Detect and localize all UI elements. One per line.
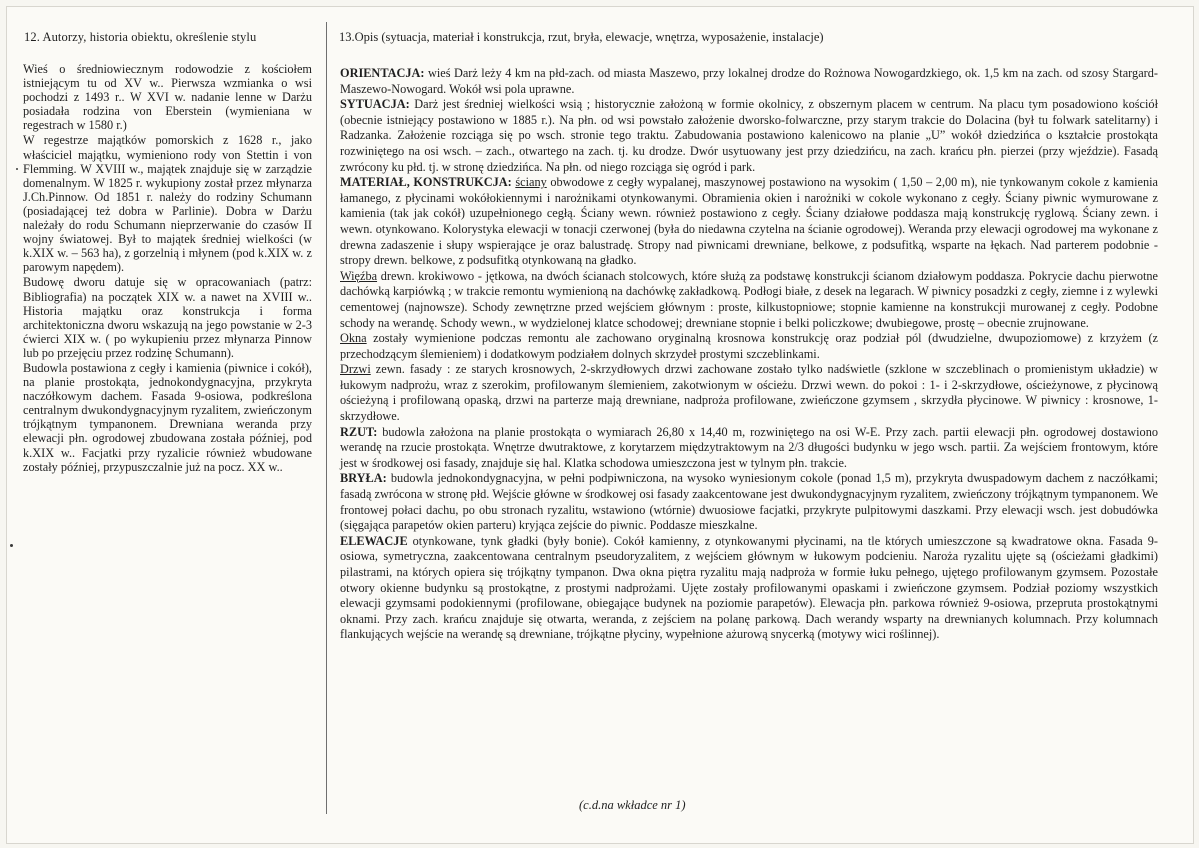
history-paragraph: Budowla postawiona z cegły i kamienia (piwnice i cokół), na planie prostokąta, jednokondygnacyjna, przykryta naczółkowym dachem. Fasada 9-osiowa, podkreślona centralnym dwukondygnacyjnym ryzalitem, zwieńczonym trójkątnym tympanonem. Drewniana weranda przy elewacji płn. ogrodowej zbudowana została później, pod k.XIX w.. Facjatki przy ryzalicie również wbudowane zostały później, przypuszczalnie już na pocz. XX w.. [23,360,312,474]
history-column [23,62,312,474]
history-paragraph: W regestrze majątków pomorskich z 1628 r., jako właściciel majątku, wymieniono rody von Stettin i von Flemming. W XVIII w., majątek znajduje się w zarządzie domenalnym. W 1825 r. wykupiony został przez młynarza J.Ch.Pinnow. Od 1851 r. należy do rodziny Schumann (posiadającej też dobra w Parlinie). Dobra w Darżu należały do rodu Schumann nieprzerwanie do czasów II wojny światowej. Był to majątek średniej wielkości (w k.XIX w. – 563 ha), z gorzelnią i młynem (pod k.XIX w. z parowym napędem). [23,133,312,275]
section-text: zostały wymienione podczas remontu ale zachowano oryginalną krosnowa konstrukcję oraz podział pól (dwudzielne, dwupoziomowe) z krzyżem (z przechodzącym ślemieniem) i dodatkowym podziałem dolnych skrzydeł prostymi szczeblinkami. [340,331,1158,361]
scan-speck [10,544,13,547]
section-text: wieś Darż leży 4 km na płd-zach. od miasta Maszewo, przy lokalnej drodze do Rożnowa Nowogardzkiego, ok. 1,5 km na zach. od szosy Stargard-Maszewo-Nowogard. Wokół wsi pola uprawne. [340,66,1158,96]
orientation-section [340,66,1158,97]
situation-section [340,97,1158,175]
roof-truss-section [340,269,1158,331]
section-lead: MATERIAŁ, KONSTRUKCJA: [340,175,512,190]
section-13-header: 13.Opis (sytuacja, materiał i konstrukcja, rzut, bryła, elewacje, wnętrza, wyposażenie, instalacje) [339,30,824,44]
section-underlined: Okna [340,331,367,346]
doors-section [340,362,1158,424]
section-underlined: ściany [515,175,547,190]
elevations-section [340,534,1158,643]
section-lead: ORIENTACJA: [340,66,425,80]
section-text: zewn. fasady : ze starych krosnowych, 2-skrzydłowych drzwi zachowane zostało tylko nadświetle (szklone w szczeblinach o promienistym układzie) w łukowym nadprożu, wraz z szerokim, profilowanym ślemieniem, zakotwionym w ościeżu. Drzwi wewn. do pokoi : 1- i 2-skrzydłowe, ościeżynowe, z płycinową ościeżyną i profilowaną opaską, drzwi na parterze mają drewniane, nadproża profilowane, zwieńczone gzymsem , skrzydła płycinowe. W piwnicy : krosnowe, 1-skrzydłowe. [340,362,1158,424]
section-12-header: 12. Autorzy, historia obiektu, określenie stylu [24,30,257,44]
plan-section [340,425,1158,472]
section-lead: SYTUACJA: [340,97,410,112]
section-lead: BRYŁA: [340,471,387,486]
description-column [340,66,1158,643]
scan-speck [16,168,18,170]
section-lead: ELEWACJE [340,533,408,548]
section-text: otynkowane, tynk gładki (były bonie). Cokół kamienny, z otynkowanymi płycinami, na tle których umieszczone są kwadratowe okna. Fasada 9-osiowa, symetryczna, zaakcentowana centralnym pseudoryzalitem, z wejściem głównym w łukowym podcieniu. Naroża ryzalitu ujęte są (ościeżami gładkimi) pilastrami, na których opiera się trójkątny tympanon. Dwa okna piętra ryzalitu mają nadproża w formie łuku pełnego, ujętego profilowanym gzymsem. Pozostałe otwory okienne budynku są prostokątne, z prostymi nadprożami. Ujęte zostały profilowanymi opaskami i zwieńczone gzymsem. Podział poziomy wszystkich elewacji gzymsami podokiennymi (profilowane, obiegające budynek na poziomie parapetów). Elewacja płn. parkowa również 9-osiowa, przepruta prostokątnymi oknami. Przy zach. krańcu znajduje się otwarta, weranda, z zejściem na polanę parkową. Dach werandy wsparty na drewnianych kolumnach. Przy kolumnach flankujących wejście na werandę są drewniane, trójkątne płyciny, wypełnione ażurową snycerką (motywy wici roślinnej). [340,533,1158,642]
history-paragraph: Budowę dworu datuje się w opracowaniach (patrz: Bibliografia) na początek XIX w. a nawet na XVIII w.. Historia majątku oraz konstrukcja i forma architektoniczna dworu wskazują na jego powstanie w 2-3 ćwierci XIX w. ( po wykupieniu przez młynarza Pinnow lub po przejęciu przez rodzinę Schumann). [23,275,312,360]
section-text: Darż jest średniej wielkości wsią ; historycznie założoną w formie okolnicy, z obszernym placem w centrum. Na placu tym posadowiono kościół (obecnie istniejący postawiono w 1885 r.). Na płn. od wsi powstało założenie dworsko-folwarczne, przy starym trakcie do Dolacina (był tu folwark satelitarny) i Radzanka. Założenie rozciąga się po wsch. stronie tego traktu. Zabudowania postawiono kalenicowo na planie „U” wokół dziedzińca o kształcie prostokąta rozwiniętego na osi wsch. – zach., otwartego na zach. tj. ku drodze. Dwór usytuowany jest przy dziedzińcu, na zach. krańcu płn. pierzei (przy wjeździe). Fasadą zwrócony ku płd. tj. w stronę dziedzińca. Na płn. od niego rozciąga się ogród i park. [340,97,1158,174]
history-paragraph: Wieś o średniowiecznym rodowodzie z kościołem istniejącym tu od XV w.. Pierwsza wzmianka o wsi pochodzi z 1493 r.. W XVI w. nadanie lenne w Darżu posiadała rodzina von Eberstein (wymieniana w regestrach w 1580 r.) [23,62,312,133]
material-section [340,175,1158,269]
section-lead: RZUT: [340,424,378,439]
section-text: obwodowe z cegły wypalanej, maszynowej postawiono na wysokim ( 1,50 – 2,00 m), nie tynkowanym cokole z kamienia łamanego, z płycinami wokółokiennymi i narożnikami otynkowanymi. Obramienia okien i narożniki w cokole wykonano z cegły. Ściany piwnic wymurowane z kamienia (tak jak cokół) uzupełnionego cegłą. Ściany wewn. również postawiono z cegły. Ściany działowe poddasza mają konstrukcję ryglową. Ściany zewn. i wewn. otynkowano. Kolorystyka elewacji w tonacji czerwonej (była do niedawna czytelna na ścianie ogrodowej). Weranda przy elewacji ogrodowej ma wykonane z drewna zadaszenie i słupy wspierające je oraz balustradę. Stropy nad piwnicami drewniane, belkowe, z podsufitką, wsparte na łękach. Nad parterem podobnie - stropy drewn. belkowe, z podsufitką otynkowaną na gładko. [340,175,1158,268]
massing-section [340,471,1158,533]
column-divider [326,22,327,814]
section-text: budowla jednokondygnacyjna, w pełni podpiwniczona, na wysoko wyniesionym cokole (ponad 1,5 m), przykryta dwuspadowym dachem z naczółkami; fasadą zwrócona w stronę płd. Wejście główne w środkowej osi fasady zaakcentowane jest dwukondygnacyjnym ryzalitem, zwieńczony trójkątnym tympanonem. We frontowej połaci dachu, po obu stronach ryzalitu, wstawiono (wtórnie) dwuosiowe facjatki, przykryte pulpitowymi daszkami. Przy elewacji wsch. jest dobudówka (sięgająca parapetów okien parteru) kryjąca zejście do piwnic. Poddasze mieszkalne. [340,471,1158,533]
continuation-note: (c.d.na wkładce nr 1) [579,798,686,812]
section-text: budowla założona na planie prostokąta o wymiarach 26,80 x 14,40 m, rozwiniętego na osi W-E. Przy zach. partii elewacji płn. ogrodowej dostawiono werandę na rzucie prostokąta. Wnętrze dwutraktowe, z korytarzem międzytraktowym na 2/3 długości budynku w jego wsch. partii. Za wejściem frontowym, które jest w środkowej osi fasady, znajduje się hal. Klatka schodowa umieszczona jest w tylnym płn. trakcie. [340,424,1158,470]
windows-section [340,331,1158,362]
section-underlined: Drzwi [340,362,371,377]
section-text: drewn. krokiwowo - jętkowa, na dwóch ścianach stolcowych, które służą za podstawę konstrukcji ścianom działowym poddasza. Pokrycie dachu pierwotne dachówką karpiówką ; w trakcie remontu wymienioną na dachówkę zakładkową. Podłogi białe, z desek na legarach. W piwnicy posadzki z cegły, ziemne i z wylewki cementowej (najnowsze). Schody zewnętrzne przed wejściem głównym : proste, kilkustopniowe; stopnie kamienne na konstrukcji murowanej z cegły. Podobne schody na werandę. Schody wewn., w wydzielonej klatce schodowej; drewniane stopnie i belki policzkowe; dwubiegowe, prostę – obecnie zrujnowane. [340,268,1158,330]
section-underlined: Więźba [340,268,378,283]
